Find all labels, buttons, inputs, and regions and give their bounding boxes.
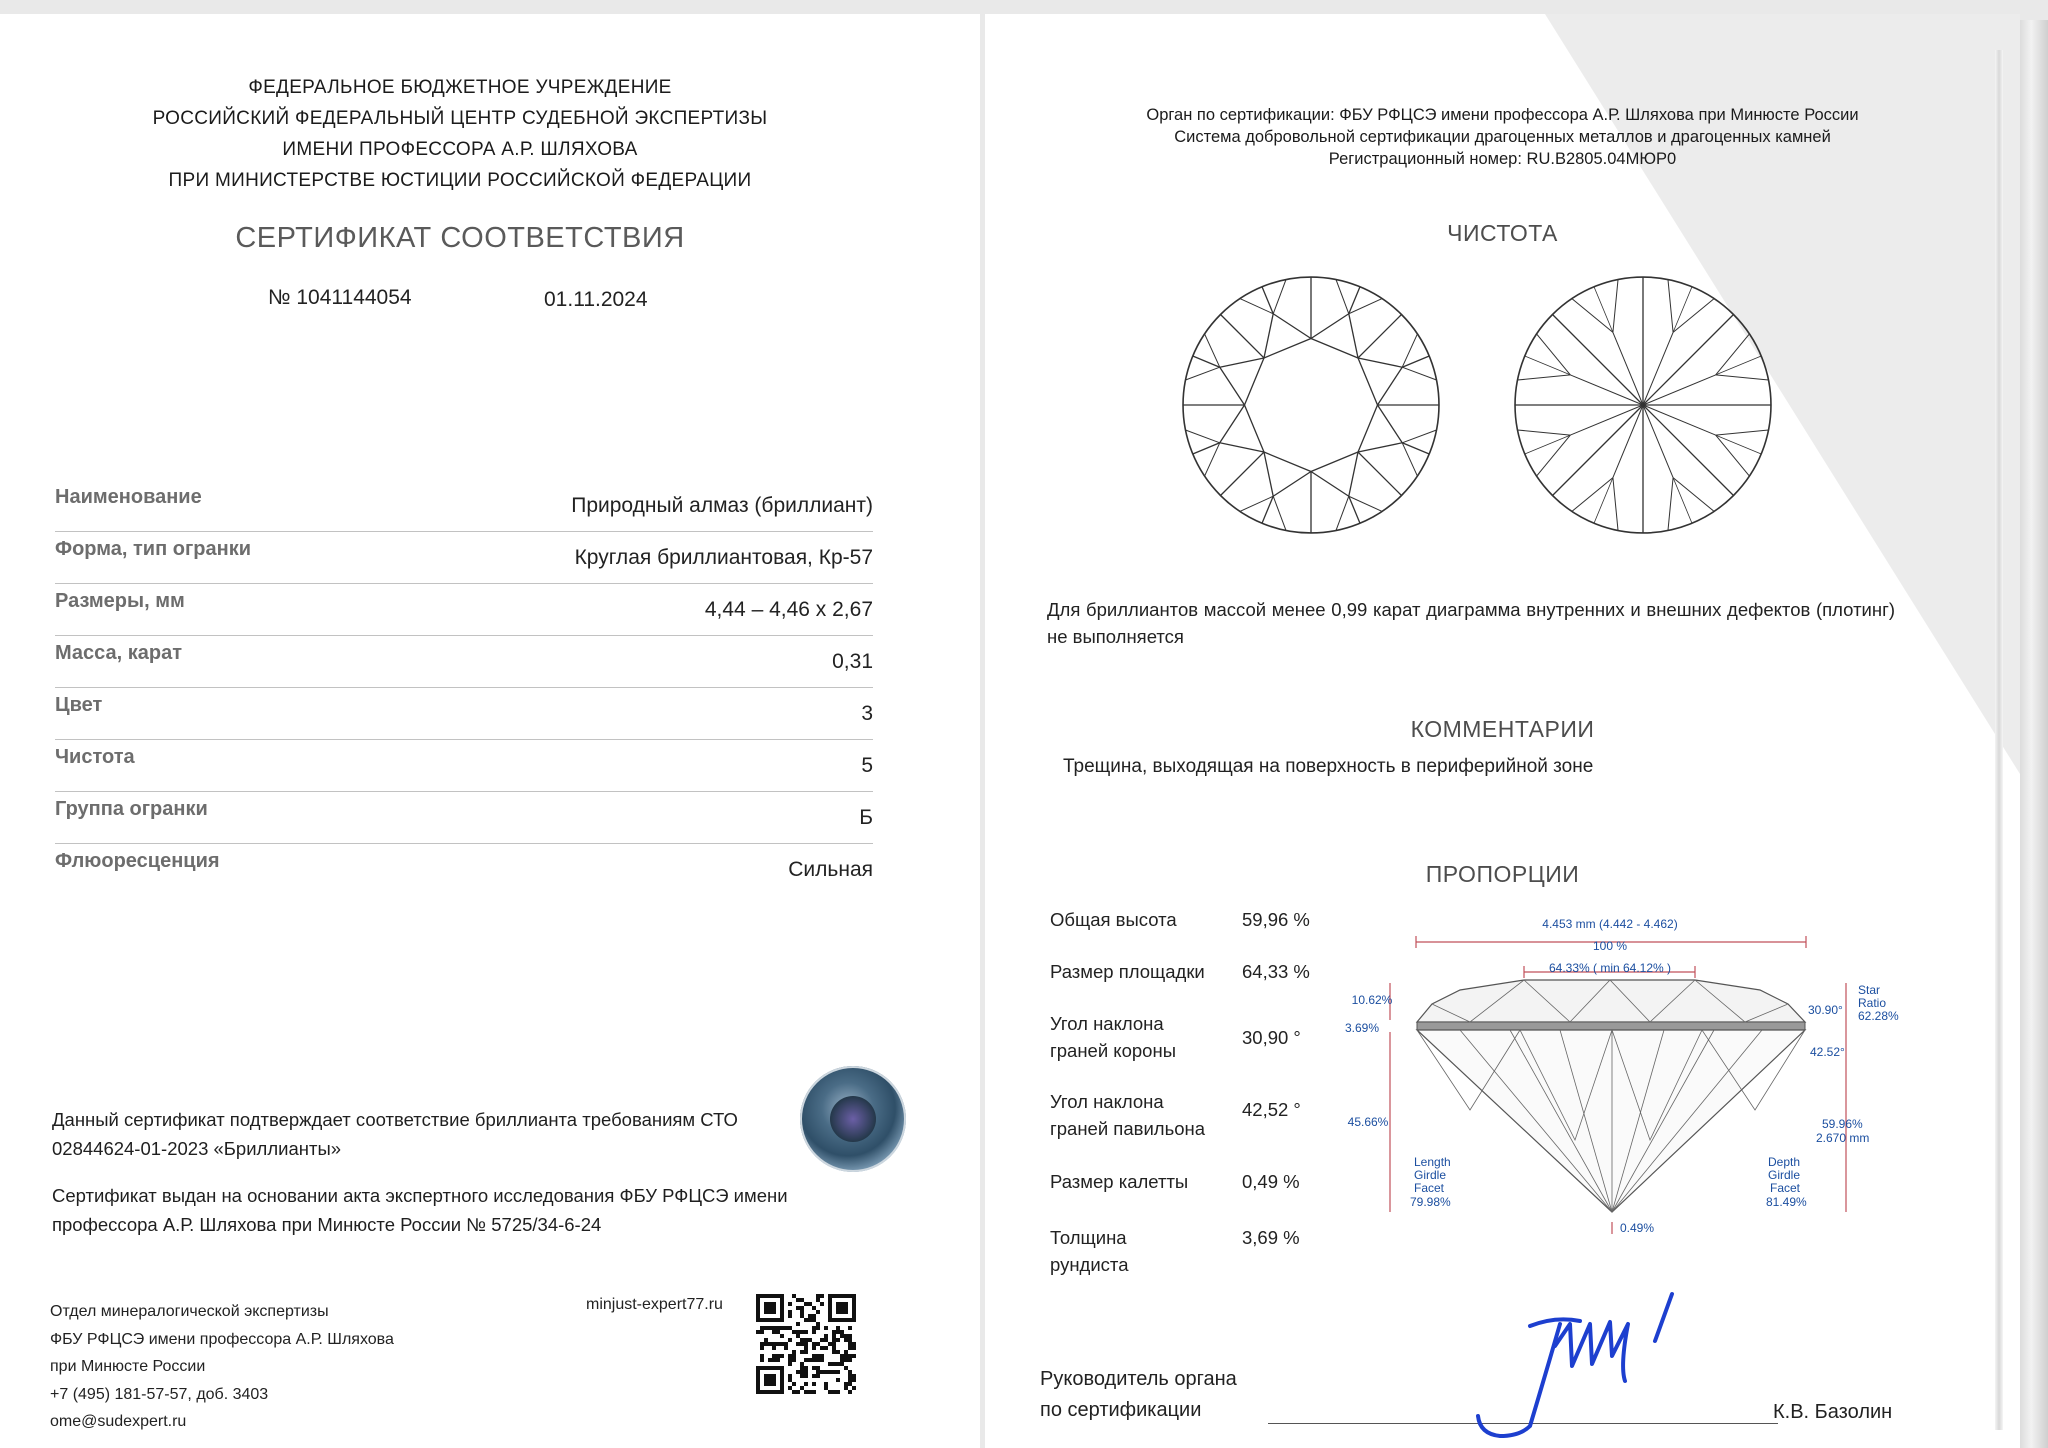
girdle-label: 3.69%: [1344, 1021, 1380, 1035]
proportion-label: Общая высота: [1050, 909, 1177, 930]
proportion-label: Размер калетты: [1050, 1171, 1189, 1192]
dgf-caption-1: Depth: [1768, 1155, 1801, 1169]
organization-header: [0, 72, 920, 196]
clarity-title: ЧИСТОТА: [1447, 220, 1558, 246]
signer-title: [1040, 1364, 1237, 1426]
proportion-value: 0,49 %: [1242, 1171, 1300, 1192]
comment-text: Трещина, выходящая на поверхность в периферийной зоне: [1063, 756, 1594, 777]
signer-title-line: по сертификации: [1040, 1399, 1202, 1421]
contact-block: [50, 1298, 394, 1436]
proportion-value: 30,90 °: [1242, 1027, 1301, 1048]
proportion-value: 59,96 %: [1242, 909, 1310, 930]
spec-label: Цвет: [55, 694, 103, 716]
proportion-profile-diagram: [1300, 900, 1950, 1240]
culet-label: 0.49%: [1620, 1221, 1655, 1235]
cert-body-line: Система добровольной сертификации драгоценных металлов и драгоценных камней: [1174, 128, 1831, 146]
star-ratio-value: 62.28%: [1858, 1009, 1899, 1023]
width-pct-label: 100 %: [1592, 939, 1628, 953]
proportion-label: Размер площадки: [1050, 961, 1205, 982]
spec-row: [55, 740, 873, 792]
org-line: ПРИ МИНИСТЕРСТВЕ ЮСТИЦИИ РОССИЙСКОЙ ФЕДЕРАЦИИ: [168, 170, 752, 191]
signer-title-line: Руководитель органа: [1040, 1368, 1237, 1390]
spec-row: [55, 636, 873, 688]
spec-label: Группа огранки: [55, 798, 208, 820]
spec-row: [55, 532, 873, 584]
lgf-caption-1: Length: [1414, 1155, 1451, 1169]
cert-body-line: Орган по сертификации: ФБУ РФЦСЭ имени профессора А.Р. Шляхова при Минюсте России: [1146, 106, 1859, 124]
contact-line: Отдел минералогической экспертизы: [50, 1303, 329, 1320]
proportion-label: Толщина рундиста: [1050, 1227, 1129, 1275]
total-depth-mm-label: 2.670 mm: [1816, 1131, 1870, 1145]
lgf-caption-3: Facet: [1414, 1181, 1445, 1195]
spec-label: Чистота: [55, 746, 135, 768]
spec-value: Круглая бриллиантовая, Кр-57: [574, 546, 873, 569]
sleeve-edge: [1995, 50, 2003, 1430]
proportion-value: 3,69 %: [1242, 1227, 1300, 1248]
lgf-caption-2: Girdle: [1414, 1168, 1447, 1182]
contact-line: при Минюсте России: [50, 1358, 206, 1375]
total-depth-label: 59.96%: [1822, 1117, 1863, 1131]
qr-code[interactable]: [756, 1294, 856, 1394]
diameter-label: 4.453 mm (4.442 - 4.462): [1542, 917, 1678, 931]
certificate-title: СЕРТИФИКАТ СООТВЕТСТВИЯ: [235, 222, 685, 254]
proportions-title: ПРОПОРЦИИ: [1425, 861, 1580, 887]
comments-title: КОММЕНТАРИИ: [1410, 716, 1595, 742]
plotting-note: Для бриллиантов массой менее 0,99 карат диаграмма внутренних и внешних дефектов (плотинг) не выполняется: [1047, 599, 1895, 647]
pavilion-view-diagram: [1512, 274, 1774, 536]
org-line: ФЕДЕРАЛЬНОЕ БЮДЖЕТНОЕ УЧРЕЖДЕНИЕ: [248, 77, 672, 98]
table-pct-label: 64.33% ( min 64.12% ): [1548, 961, 1672, 975]
conformity-notice: Данный сертификат подтверждает соответствие бриллианта требованиям СТО 02844624-01-2023 «Бриллианты»: [52, 1109, 738, 1159]
registration-number: Регистрационный номер: RU.B2805.04МЮР0: [1328, 150, 1677, 168]
handwritten-signature: [1460, 1286, 1760, 1446]
spec-row: [55, 688, 873, 740]
next-sheet-edge: [2020, 20, 2048, 1448]
dgf-value: 81.49%: [1766, 1195, 1807, 1209]
contact-phone: +7 (495) 181-57-57, доб. 3403: [50, 1385, 269, 1403]
lgf-value: 79.98%: [1410, 1195, 1451, 1209]
spec-value: Сильная: [788, 858, 873, 881]
spec-label: Флюоресценция: [55, 850, 220, 872]
org-line: ИМЕНИ ПРОФЕССОРА А.Р. ШЛЯХОВА: [282, 139, 638, 160]
website-link[interactable]: minjust-expert77.ru: [586, 1296, 723, 1313]
signer-name: К.В. Базолин: [1773, 1401, 1893, 1423]
proportion-label: Угол наклона граней короны: [1050, 1013, 1176, 1061]
star-label: Star: [1858, 983, 1881, 997]
ratio-label: Ratio: [1858, 996, 1887, 1010]
spec-value: Б: [859, 806, 873, 829]
spec-label: Масса, карат: [55, 642, 183, 664]
spec-row: [55, 844, 873, 895]
org-line: РОССИЙСКИЙ ФЕДЕРАЛЬНЫЙ ЦЕНТР СУДЕБНОЙ ЭКСПЕРТИЗЫ: [152, 108, 768, 129]
dgf-caption-3: Facet: [1770, 1181, 1801, 1195]
proportion-value: 42,52 °: [1242, 1099, 1301, 1120]
spec-row: [55, 792, 873, 844]
spec-value: 5: [861, 754, 873, 777]
certification-body: [985, 104, 2020, 170]
spec-label: Форма, тип огранки: [55, 538, 252, 560]
proportion-value: 64,33 %: [1242, 961, 1310, 982]
specification-table: [55, 480, 873, 895]
spec-value: 3: [861, 702, 873, 725]
spec-value: 4,44 – 4,46 x 2,67: [704, 598, 873, 621]
pavilion-depth-label: 45.66%: [1347, 1115, 1389, 1129]
hologram-seal: [800, 1066, 906, 1172]
proportion-label: Угол наклона граней павильона: [1050, 1091, 1206, 1139]
contact-line: ФБУ РФЦСЭ имени профессора А.Р. Шляхова: [50, 1330, 394, 1348]
spec-label: Наименование: [55, 486, 202, 508]
certificate-number: № 1041144054: [268, 286, 412, 309]
spec-value: 0,31: [832, 650, 873, 673]
crown-height-label: 10.62%: [1351, 993, 1393, 1007]
contact-email: ome@sudexpert.ru: [50, 1413, 187, 1430]
basis-notice: Сертификат выдан на основании акта экспертного исследования ФБУ РФЦСЭ имени профессора А.Р. Шляхова при Минюсте России № 5725/34-6-24: [52, 1185, 788, 1235]
pavilion-angle-label: 42.52°: [1810, 1045, 1845, 1059]
spec-value: Природный алмаз (бриллиант): [571, 494, 873, 517]
certificate-date: 01.11.2024: [544, 288, 648, 311]
certificate-left-page: [0, 14, 980, 1448]
dgf-caption-2: Girdle: [1768, 1168, 1801, 1182]
spec-row: [55, 584, 873, 636]
crown-view-diagram: [1180, 274, 1442, 536]
crown-angle-label: 30.90°: [1808, 1003, 1843, 1017]
spec-row: [55, 480, 873, 532]
spec-label: Размеры, мм: [55, 590, 185, 612]
